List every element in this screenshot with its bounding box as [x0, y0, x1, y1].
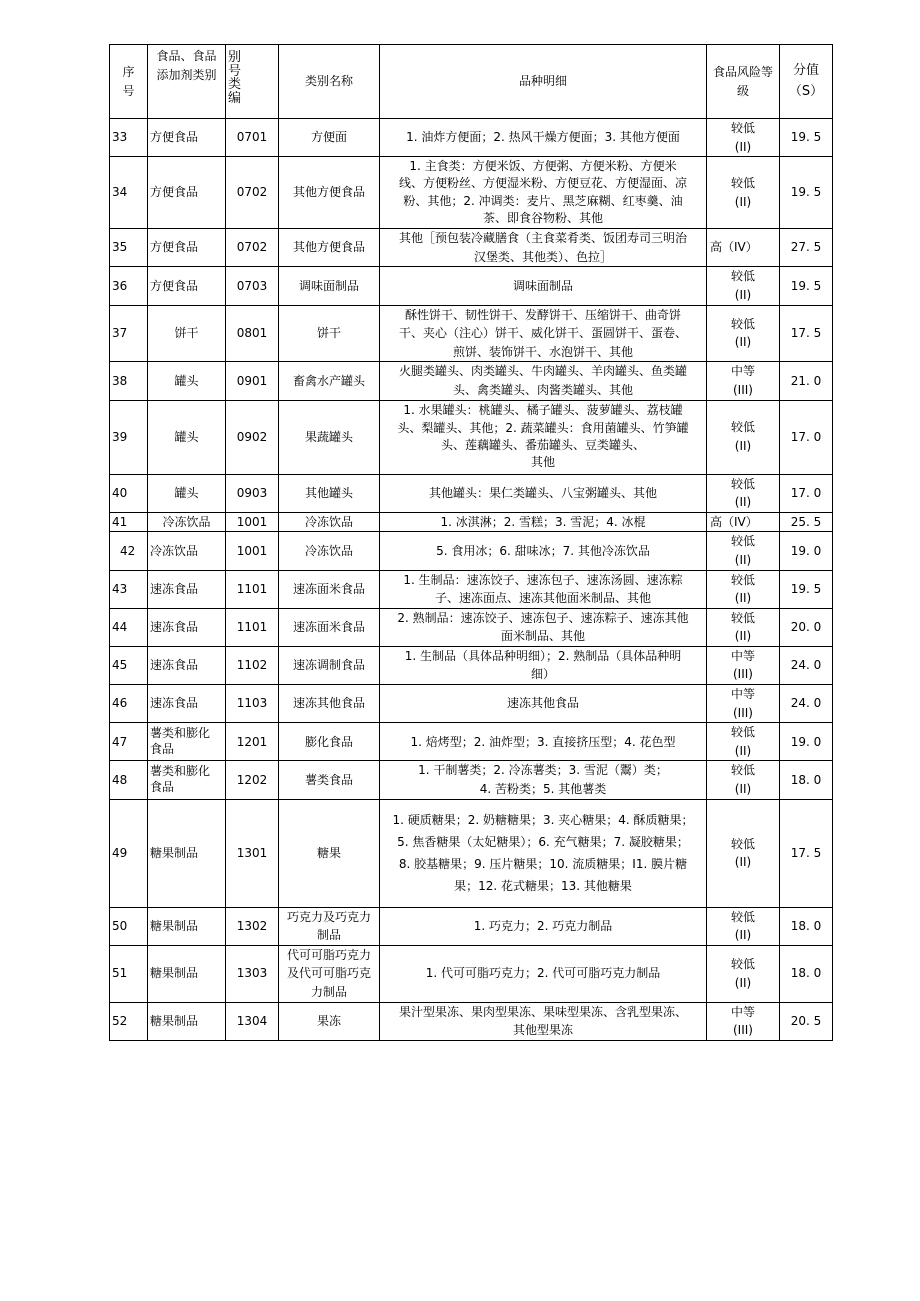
row-number: 42: [110, 532, 148, 570]
row-category-name: 果冻: [279, 1002, 380, 1040]
row-score: 19. 0: [780, 532, 833, 570]
row-detail: 5. 食用冰；6. 甜味冰；7. 其他冷冻饮品: [380, 532, 707, 570]
row-category-name: 冷冻饮品: [279, 532, 380, 570]
table-row: [110, 799, 833, 907]
row-score: 19. 5: [780, 570, 833, 608]
row-risk-level: 较低 (II): [707, 532, 780, 570]
row-category: 速冻食品: [148, 646, 226, 684]
row-code: 1102: [226, 646, 279, 684]
row-detail: 1. 生制品（具体品种明细）；2. 熟制品（具体品种明 细）: [380, 646, 707, 684]
row-code: 1302: [226, 907, 279, 945]
header-detail: 品种明细: [380, 45, 707, 119]
row-category: 方便食品: [148, 119, 226, 157]
table-row: [110, 119, 833, 157]
row-code: 0703: [226, 267, 279, 305]
row-code: 0801: [226, 305, 279, 362]
row-risk-level: 较低 (II): [707, 723, 780, 761]
row-category-name: 速冻调制食品: [279, 646, 380, 684]
row-category-name: 饼干: [279, 305, 380, 362]
row-risk-level: 中等 (III): [707, 362, 780, 400]
row-detail: 火腿类罐头、肉类罐头、牛肉罐头、羊肉罐头、鱼类罐 头、禽类罐头、肉酱类罐头、其他: [380, 362, 707, 400]
row-score: 17. 0: [780, 474, 833, 512]
food-risk-table: [109, 44, 833, 1041]
row-number: 39: [110, 400, 148, 474]
header-score: 分值 （S）: [780, 45, 833, 119]
row-detail: 果汁型果冻、果肉型果冻、果味型果冻、含乳型果冻、 其他型果冻: [380, 1002, 707, 1040]
row-category: 方便食品: [148, 157, 226, 229]
table-row: [110, 570, 833, 608]
row-code: 0903: [226, 474, 279, 512]
row-detail: 1. 主食类：方便米饭、方便粥、方便米粉、方便米 线、方便粉丝、方便湿米粉、方便豆花、方便湿面、凉 粉、其他；2. 冲调类：麦片、黑芝麻糊、红枣羹、油 茶、即食谷物粉、其他: [380, 157, 707, 229]
row-number: 49: [110, 799, 148, 907]
row-code: 1101: [226, 608, 279, 646]
table-body: [110, 119, 833, 1041]
row-detail: 1. 干制薯类；2. 冷冻薯类；3. 雪泥（鬻）类； 4. 苦粉类；5. 其他薯类: [380, 761, 707, 799]
row-category-name: 方便面: [279, 119, 380, 157]
row-category: 罐头: [148, 474, 226, 512]
row-category: 冷冻饮品: [148, 532, 226, 570]
row-detail: 2. 熟制品：速冻饺子、速冻包子、速冻粽子、速冻其他 面米制品、其他: [380, 608, 707, 646]
row-category: 糖果制品: [148, 1002, 226, 1040]
header-no: 序 号: [110, 45, 148, 119]
row-number: 46: [110, 685, 148, 723]
row-detail: 1. 硬质糖果；2. 奶糖糖果；3. 夹心糖果；4. 酥质糖果； 5. 焦香糖果（太妃糖果）；6. 充气糖果；7. 凝胶糖果； 8. 胶基糖果；9. 压片糖果；10. 流质糖果；I1. 膜片糖 果；12. 花式糖果；13. 其他糖果: [380, 799, 707, 907]
row-score: 17. 5: [780, 305, 833, 362]
row-detail: 1. 焙烤型；2. 油炸型；3. 直接挤压型；4. 花色型: [380, 723, 707, 761]
table-header-row: [110, 45, 833, 119]
table-row: [110, 157, 833, 229]
row-risk-level: 较低 (II): [707, 157, 780, 229]
row-score: 17. 0: [780, 400, 833, 474]
row-category-name: 薯类食品: [279, 761, 380, 799]
row-category-name: 速冻其他食品: [279, 685, 380, 723]
row-category: 饼干: [148, 305, 226, 362]
table-row: [110, 945, 833, 1002]
row-detail: 酥性饼干、韧性饼干、发酵饼干、压缩饼干、曲奇饼 干、夹心（注心）饼干、威化饼干、蛋圆饼干、蛋卷、 煎饼、装饰饼干、水泡饼干、其他: [380, 305, 707, 362]
row-category-name: 其他罐头: [279, 474, 380, 512]
row-category: 糖果制品: [148, 799, 226, 907]
row-category: 速冻食品: [148, 685, 226, 723]
row-category-name: 其他方便食品: [279, 157, 380, 229]
row-number: 38: [110, 362, 148, 400]
row-score: 18. 0: [780, 907, 833, 945]
row-number: 43: [110, 570, 148, 608]
row-category-name: 调味面制品: [279, 267, 380, 305]
row-number: 37: [110, 305, 148, 362]
row-risk-level: 较低 (II): [707, 799, 780, 907]
row-number: 50: [110, 907, 148, 945]
row-code: 1001: [226, 532, 279, 570]
row-number: 33: [110, 119, 148, 157]
row-category: 冷冻饮品: [148, 512, 226, 532]
row-category-name: 糖果: [279, 799, 380, 907]
row-category-name: 代可可脂巧克力 及代可可脂巧克 力制品: [279, 945, 380, 1002]
row-code: 1301: [226, 799, 279, 907]
row-code: 1303: [226, 945, 279, 1002]
row-number: 44: [110, 608, 148, 646]
row-category: 薯类和膨化 食品: [148, 723, 226, 761]
row-category: 糖果制品: [148, 907, 226, 945]
header-name: 类别名称: [279, 45, 380, 119]
header-risk: 食品风险等 级: [707, 45, 780, 119]
row-score: 25. 5: [780, 512, 833, 532]
table-row: [110, 267, 833, 305]
row-score: 20. 0: [780, 608, 833, 646]
row-score: 24. 0: [780, 646, 833, 684]
row-detail: 1. 水果罐头：桃罐头、橘子罐头、菠萝罐头、荔枝罐 头、梨罐头、其他；2. 蔬菜罐头：食用菌罐头、竹笋罐 头、莲藕罐头、番茄罐头、豆类罐头、 其他: [380, 400, 707, 474]
row-detail: 速冻其他食品: [380, 685, 707, 723]
row-code: 0901: [226, 362, 279, 400]
row-category: 罐头: [148, 362, 226, 400]
row-number: 52: [110, 1002, 148, 1040]
row-number: 51: [110, 945, 148, 1002]
row-number: 45: [110, 646, 148, 684]
row-risk-level: 较低 (II): [707, 400, 780, 474]
row-category-name: 畜禽水产罐头: [279, 362, 380, 400]
row-score: 19. 5: [780, 157, 833, 229]
row-risk-level: 较低 (II): [707, 305, 780, 362]
row-risk-level: 较低 (II): [707, 570, 780, 608]
row-detail: 1. 冰淇淋；2. 雪糕；3. 雪泥；4. 冰棍: [380, 512, 707, 532]
row-detail: 调味面制品: [380, 267, 707, 305]
row-category-name: 果蔬罐头: [279, 400, 380, 474]
row-number: 36: [110, 267, 148, 305]
row-category-name: 冷冻饮品: [279, 512, 380, 532]
table-row: [110, 761, 833, 799]
row-category: 方便食品: [148, 267, 226, 305]
row-score: 20. 5: [780, 1002, 833, 1040]
row-category: 罐头: [148, 400, 226, 474]
row-category: 速冻食品: [148, 570, 226, 608]
table-row: [110, 608, 833, 646]
row-number: 40: [110, 474, 148, 512]
row-code: 0702: [226, 157, 279, 229]
row-category-name: 膨化食品: [279, 723, 380, 761]
row-risk-level: 较低 (II): [707, 608, 780, 646]
table-row: [110, 646, 833, 684]
row-risk-level: 较低 (II): [707, 945, 780, 1002]
row-score: 18. 0: [780, 945, 833, 1002]
row-code: 1304: [226, 1002, 279, 1040]
row-risk-level: 中等 (III): [707, 685, 780, 723]
row-number: 48: [110, 761, 148, 799]
row-detail: 其他罐头：果仁类罐头、八宝粥罐头、其他: [380, 474, 707, 512]
row-risk-level: 高（IV）: [707, 229, 780, 267]
table-row: [110, 532, 833, 570]
row-category-name: 速冻面米食品: [279, 608, 380, 646]
row-code: 0902: [226, 400, 279, 474]
row-risk-level: 较低 (II): [707, 907, 780, 945]
row-risk-level: 中等 (III): [707, 1002, 780, 1040]
row-score: 18. 0: [780, 761, 833, 799]
header-code: 别 号 类 编: [226, 45, 279, 119]
row-detail: 1. 代可可脂巧克力；2. 代可可脂巧克力制品: [380, 945, 707, 1002]
table-row: [110, 305, 833, 362]
table-row: [110, 1002, 833, 1040]
row-detail: 1. 油炸方便面；2. 热风干燥方便面；3. 其他方便面: [380, 119, 707, 157]
table-row: [110, 400, 833, 474]
row-risk-level: 较低 (II): [707, 267, 780, 305]
row-detail: 1. 巧克力；2. 巧克力制品: [380, 907, 707, 945]
row-category: 方便食品: [148, 229, 226, 267]
row-code: 1202: [226, 761, 279, 799]
header-category: 食品、食品 添加剂类别: [148, 45, 226, 119]
row-score: 24. 0: [780, 685, 833, 723]
row-number: 34: [110, 157, 148, 229]
row-score: 17. 5: [780, 799, 833, 907]
row-code: 1001: [226, 512, 279, 532]
row-risk-level: 较低 (II): [707, 761, 780, 799]
row-number: 47: [110, 723, 148, 761]
row-score: 27. 5: [780, 229, 833, 267]
row-number: 41: [110, 512, 148, 532]
row-score: 19. 5: [780, 119, 833, 157]
row-code: 0701: [226, 119, 279, 157]
table-row: [110, 474, 833, 512]
table-row: [110, 229, 833, 267]
row-category-name: 巧克力及巧克力 制品: [279, 907, 380, 945]
row-category-name: 其他方便食品: [279, 229, 380, 267]
row-risk-level: 较低 (II): [707, 119, 780, 157]
row-number: 35: [110, 229, 148, 267]
row-code: 1101: [226, 570, 279, 608]
row-code: 0702: [226, 229, 279, 267]
row-detail: 其他［预包装冷藏膳食（主食菜肴类、饭团寿司三明治 汉堡类、其他类）、色拉］: [380, 229, 707, 267]
row-category: 速冻食品: [148, 608, 226, 646]
table-row: [110, 362, 833, 400]
row-category: 糖果制品: [148, 945, 226, 1002]
row-detail: 1. 生制品：速冻饺子、速冻包子、速冻汤圆、速冻粽 子、速冻面点、速冻其他面米制品、其他: [380, 570, 707, 608]
row-risk-level: 高（IV）: [707, 512, 780, 532]
row-code: 1201: [226, 723, 279, 761]
row-category: 薯类和膨化 食品: [148, 761, 226, 799]
row-score: 19. 5: [780, 267, 833, 305]
table-row: [110, 685, 833, 723]
table-row: [110, 723, 833, 761]
row-risk-level: 中等 (III): [707, 646, 780, 684]
row-score: 19. 0: [780, 723, 833, 761]
row-code: 1103: [226, 685, 279, 723]
row-risk-level: 较低 (II): [707, 474, 780, 512]
table-row: [110, 907, 833, 945]
row-score: 21. 0: [780, 362, 833, 400]
table-row: [110, 512, 833, 532]
row-category-name: 速冻面米食品: [279, 570, 380, 608]
